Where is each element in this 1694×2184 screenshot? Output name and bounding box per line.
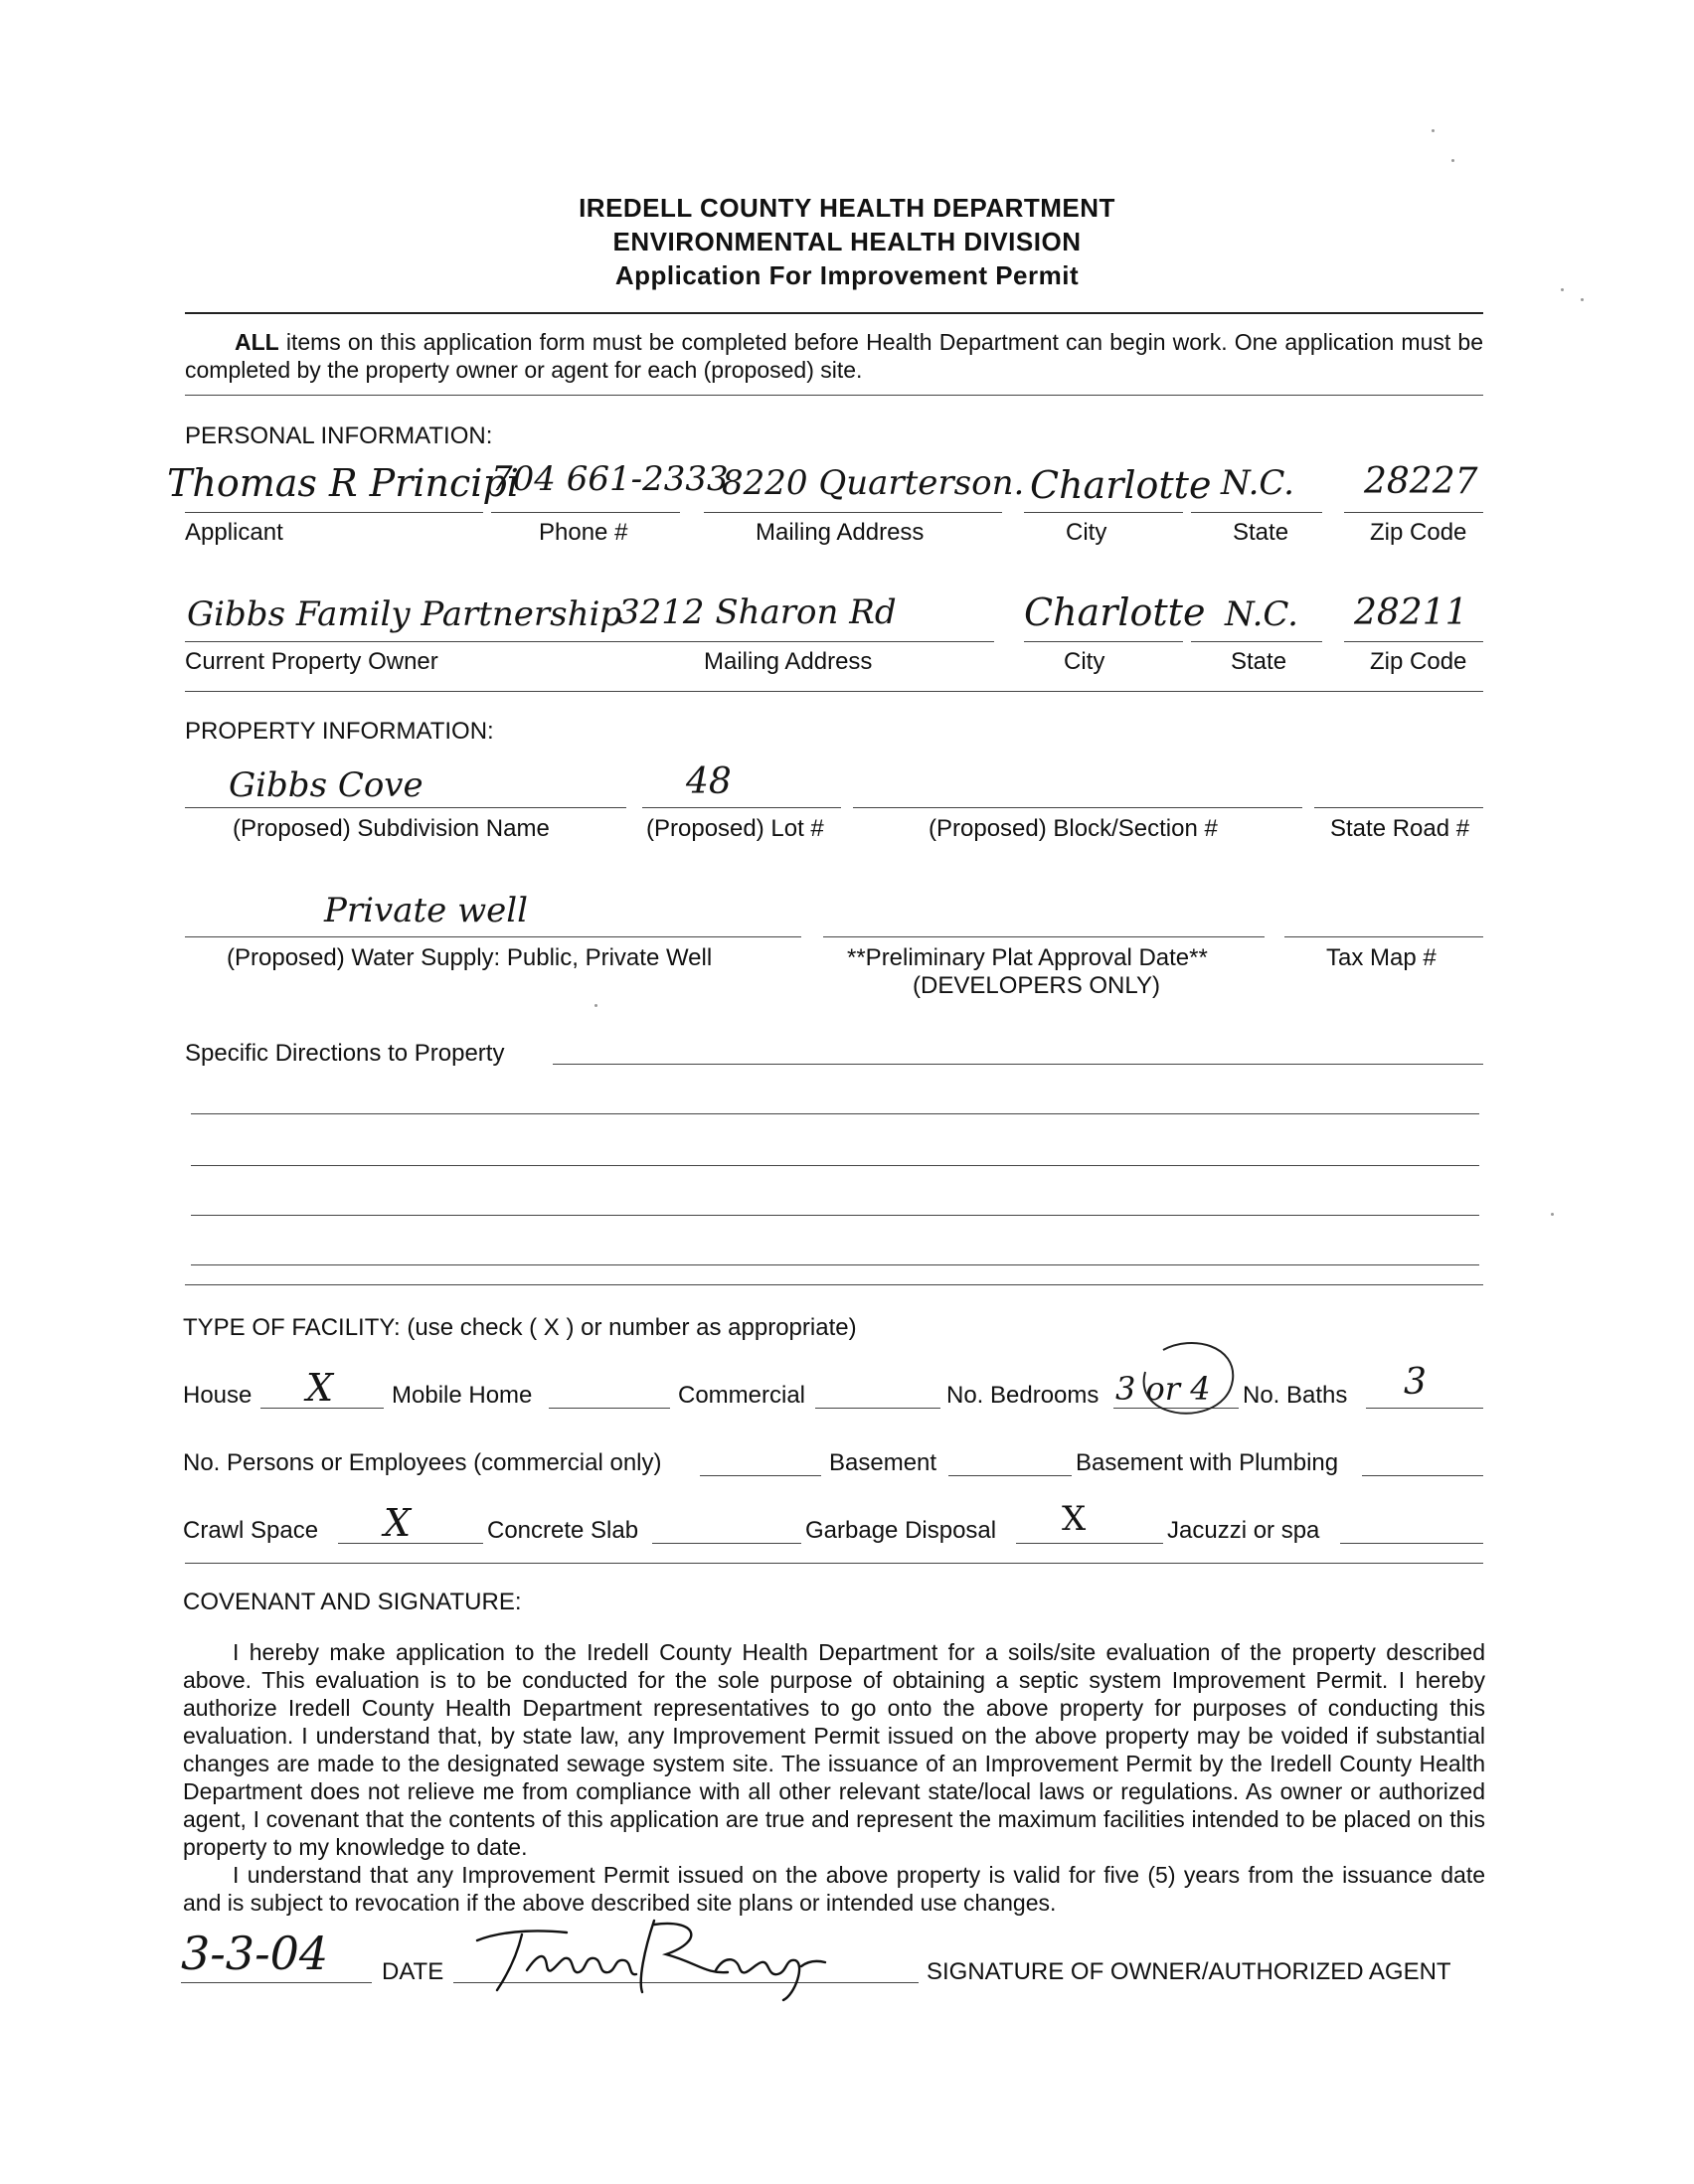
field-line bbox=[1284, 936, 1483, 937]
field-line bbox=[1314, 807, 1483, 808]
owner-mailing-address-label: Mailing Address bbox=[704, 648, 873, 675]
divider bbox=[185, 1284, 1483, 1285]
date-label: DATE bbox=[382, 1958, 444, 1985]
owner-state-value: N.C. bbox=[1225, 594, 1298, 634]
owner-city-label: City bbox=[1064, 648, 1105, 675]
field-line bbox=[1024, 512, 1183, 513]
baths-label: No. Baths bbox=[1243, 1382, 1348, 1409]
field-line bbox=[642, 807, 841, 808]
bedrooms-circle-mark bbox=[1133, 1332, 1243, 1424]
field-line bbox=[1362, 1475, 1483, 1476]
zip-code-label: Zip Code bbox=[1370, 519, 1467, 546]
water-supply-value: Private well bbox=[324, 891, 529, 930]
directions-line bbox=[191, 1215, 1479, 1216]
field-line bbox=[948, 1475, 1072, 1476]
crawl-space-label: Crawl Space bbox=[183, 1517, 319, 1544]
applicant-phone-value: 704 661-2333 bbox=[491, 459, 729, 499]
signature-label: SIGNATURE OF OWNER/AUTHORIZED AGENT bbox=[927, 1958, 1451, 1985]
field-line bbox=[185, 641, 994, 642]
signature-mark bbox=[467, 1911, 845, 2010]
scan-speck bbox=[1581, 298, 1584, 301]
applicant-city-value: Charlotte bbox=[1030, 463, 1212, 507]
facility-heading: TYPE OF FACILITY: (use check ( X ) or number as appropriate) bbox=[183, 1314, 857, 1341]
divider bbox=[185, 312, 1483, 314]
date-line bbox=[181, 1982, 372, 1983]
garbage-disposal-label: Garbage Disposal bbox=[805, 1517, 997, 1544]
applicant-name-value: Thomas R Principi bbox=[167, 461, 519, 505]
personal-info-heading: PERSONAL INFORMATION: bbox=[185, 422, 493, 449]
covenant-heading: COVENANT AND SIGNATURE: bbox=[183, 1589, 522, 1615]
basement-plumbing-label: Basement with Plumbing bbox=[1076, 1449, 1339, 1476]
field-line bbox=[1340, 1543, 1483, 1544]
field-line bbox=[1024, 641, 1183, 642]
owner-address-value: 3212 Sharon Rd bbox=[618, 592, 897, 632]
directions-label: Specific Directions to Property bbox=[185, 1040, 505, 1067]
field-line bbox=[1366, 1408, 1483, 1409]
field-line bbox=[853, 807, 1302, 808]
intro-rest: items on this application form must be completed before Health Department can begin work. One application must be completed by the property owner or agent for each (proposed) site. bbox=[185, 329, 1483, 383]
scan-speck bbox=[1551, 1213, 1554, 1216]
persons-label: No. Persons or Employees (commercial only) bbox=[183, 1449, 662, 1476]
field-line bbox=[1344, 641, 1483, 642]
scan-speck bbox=[594, 1004, 597, 1007]
directions-line bbox=[191, 1165, 1479, 1166]
intro-text bbox=[185, 328, 1483, 384]
directions-line bbox=[553, 1064, 1483, 1065]
jacuzzi-label: Jacuzzi or spa bbox=[1167, 1517, 1320, 1544]
directions-line bbox=[191, 1113, 1479, 1114]
subdivision-value: Gibbs Cove bbox=[229, 765, 424, 805]
bedrooms-label: No. Bedrooms bbox=[946, 1382, 1100, 1409]
header-line-3: Application For Improvement Permit bbox=[614, 260, 1080, 290]
owner-name-value: Gibbs Family Partnership bbox=[187, 594, 622, 634]
field-line bbox=[700, 1475, 821, 1476]
applicant-label: Applicant bbox=[185, 519, 283, 546]
baths-value: 3 bbox=[1404, 1362, 1427, 1403]
directions-line bbox=[191, 1264, 1479, 1265]
developers-only-label: (DEVELOPERS ONLY) bbox=[913, 972, 1160, 999]
field-line bbox=[549, 1408, 670, 1409]
header-line-2: ENVIRONMENTAL HEALTH DIVISION bbox=[612, 227, 1082, 256]
field-line bbox=[1016, 1543, 1163, 1544]
divider bbox=[185, 1563, 1483, 1564]
applicant-state-value: N.C. bbox=[1221, 463, 1294, 503]
scan-speck bbox=[1432, 129, 1435, 132]
field-line bbox=[185, 807, 626, 808]
date-value: 3-3-04 bbox=[181, 1927, 329, 1980]
block-section-label: (Proposed) Block/Section # bbox=[929, 815, 1218, 842]
tax-map-label: Tax Map # bbox=[1326, 944, 1437, 971]
field-line bbox=[1191, 641, 1322, 642]
applicant-address-value: 8220 Quarterson. bbox=[722, 463, 1025, 503]
divider bbox=[185, 691, 1483, 692]
house-check-value: X bbox=[306, 1366, 334, 1410]
phone-label: Phone # bbox=[539, 519, 628, 546]
field-line bbox=[185, 936, 801, 937]
covenant-paragraph-2: I understand that any Improvement Permit issued on the above property is valid for five (5) years from the issuance date and is subject to revocation if the above described site plans or intended use changes. bbox=[183, 1862, 1485, 1916]
bedrooms-value: 3 or 4 bbox=[1115, 1370, 1211, 1408]
owner-zip-value: 28211 bbox=[1354, 592, 1468, 633]
basement-label: Basement bbox=[829, 1449, 937, 1476]
concrete-slab-label: Concrete Slab bbox=[487, 1517, 639, 1544]
field-line bbox=[704, 512, 1002, 513]
scan-speck bbox=[1451, 159, 1454, 162]
lot-label: (Proposed) Lot # bbox=[646, 815, 824, 842]
mobile-home-label: Mobile Home bbox=[392, 1382, 533, 1409]
applicant-zip-value: 28227 bbox=[1364, 461, 1478, 502]
field-line bbox=[1344, 512, 1483, 513]
intro-bold-all: ALL bbox=[235, 329, 279, 355]
house-label: House bbox=[183, 1382, 253, 1409]
owner-label: Current Property Owner bbox=[185, 648, 438, 675]
divider bbox=[185, 395, 1483, 396]
field-line bbox=[185, 512, 483, 513]
state-road-label: State Road # bbox=[1330, 815, 1470, 842]
field-line bbox=[1191, 512, 1322, 513]
field-line bbox=[815, 1408, 940, 1409]
garbage-disposal-value: X bbox=[1062, 1499, 1087, 1539]
subdivision-label: (Proposed) Subdivision Name bbox=[233, 815, 550, 842]
city-label: City bbox=[1066, 519, 1107, 546]
field-line bbox=[823, 936, 1265, 937]
header-line-1: IREDELL COUNTY HEALTH DEPARTMENT bbox=[579, 193, 1115, 223]
plat-approval-label: **Preliminary Plat Approval Date** bbox=[847, 944, 1208, 971]
state-label: State bbox=[1233, 519, 1289, 546]
lot-value: 48 bbox=[686, 761, 732, 802]
owner-city-value: Charlotte bbox=[1024, 590, 1206, 634]
property-info-heading: PROPERTY INFORMATION: bbox=[185, 718, 494, 745]
covenant-paragraph-1: I hereby make application to the Iredell County Health Department for a soils/site evaluation of the property described above. This evaluation is to be conducted for the sole purpose of obtaining a septic system Improvement Permit. I hereby authorize Iredell County Health Department representatives to go onto the above property for purposes of conducting this evaluation. I understand that, by state law, any Improvement Permit issued on the above property may be voided if substantial changes are made to the designated sewage system site. The issuance of an Improvement Permit by the Iredell County Health Department does not relieve me from compliance with all other relevant state/local laws or regulations. As owner or authorized agent, I covenant that the contents of this application are true and represent the maximum facilities intended to be placed on this property to my knowledge to date. bbox=[183, 1639, 1485, 1860]
field-line bbox=[652, 1543, 801, 1544]
mailing-address-label: Mailing Address bbox=[756, 519, 925, 546]
water-supply-label: (Proposed) Water Supply: Public, Private Well bbox=[227, 944, 713, 971]
commercial-label: Commercial bbox=[678, 1382, 806, 1409]
crawl-space-value: X bbox=[384, 1501, 412, 1545]
owner-zip-label: Zip Code bbox=[1370, 648, 1467, 675]
owner-state-label: State bbox=[1231, 648, 1287, 675]
field-line bbox=[491, 512, 680, 513]
scan-speck bbox=[1561, 288, 1564, 291]
